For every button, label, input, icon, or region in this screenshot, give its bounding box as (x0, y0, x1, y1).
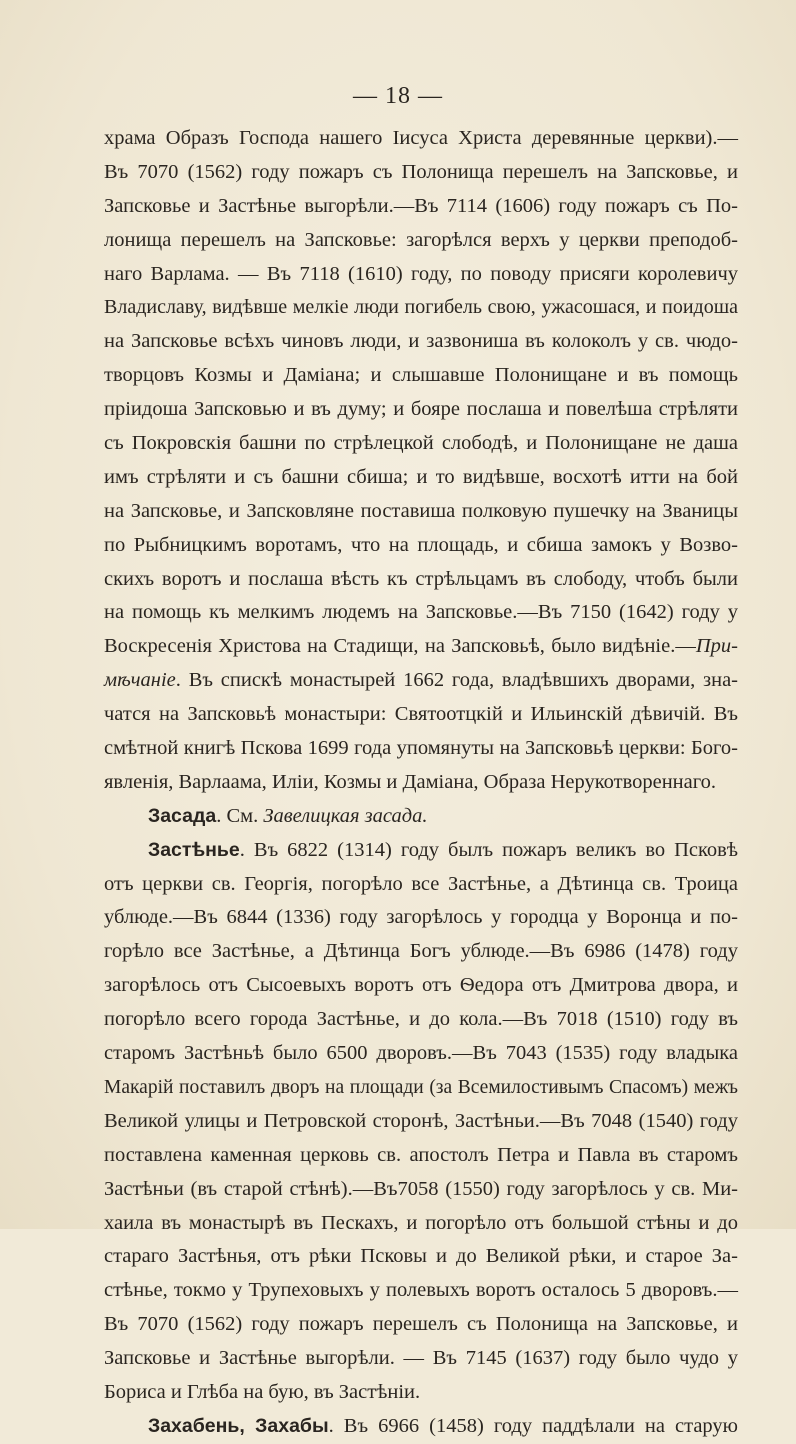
text-line (104, 1240, 738, 1274)
line-text: Макарій поставилъ дворъ на площади (за Всемилостивымъ Спасомъ) межъ (104, 1076, 738, 1098)
text-line (104, 1071, 738, 1105)
text-line (104, 1376, 738, 1410)
text-line (104, 630, 738, 664)
text-line (104, 359, 738, 393)
text-line (104, 1105, 738, 1139)
line-text: хаила въ монастырѣ въ Пескахъ, и погорѣло отъ большой стѣны и до (104, 1211, 738, 1234)
text-block (104, 122, 738, 1444)
page-number: — 18 — (353, 83, 443, 109)
line-text: Бориса и Глѣба на бую, въ Застѣніи. (104, 1380, 421, 1403)
line-text: Застѣньи (въ старой стѣнѣ).—Въ7058 (1550) году загорѣлось у св. Ми- (104, 1177, 738, 1200)
text-line (104, 461, 738, 495)
line-text: съ Покровскія башни по стрѣлецкой слободѣ, и Полонищане не даша (104, 432, 738, 455)
text-line (104, 766, 738, 800)
italic-text: При- (695, 635, 738, 658)
line-text: наго Варлама. — Въ 7118 (1610) году, по поводу присяги королевичу (104, 262, 738, 285)
text-line (104, 935, 738, 969)
line-text: отъ церкви св. Георгія, погорѣло все Застѣнье, а Дѣтинца св. Троица (104, 872, 738, 895)
text-line (104, 1207, 738, 1241)
line-text: ублюде.—Въ 6844 (1336) году загорѣлось у городца у Воронца и по- (104, 906, 738, 929)
line-text: Въ 7070 (1562) году пожаръ перешелъ съ Полонища на Запсковье, и (104, 1313, 738, 1336)
line-text: явленія, Варлаама, Иліи, Козмы и Даміана, Образа Нерукотвореннаго. (104, 770, 717, 793)
text-line (104, 698, 738, 732)
line-text: на помощь къ мелкимъ людемъ на Запсковье.—Въ 7150 (1642) году у (104, 601, 738, 624)
text-line (104, 563, 738, 597)
line-text: лонища перешелъ на Запсковье: загорѣлся верхъ у церкви преподоб- (104, 228, 738, 251)
italic-text: Завелицкая засада. (263, 804, 428, 827)
line-text: поставлена каменная церковь св. апостолъ Петра и Павла въ старомъ (104, 1143, 738, 1166)
text-line (104, 1308, 738, 1342)
line-text: Запсковье и Застѣнье выгорѣли.—Въ 7114 (1606) году пожаръ съ По- (104, 194, 738, 217)
line-text: творцовъ Козмы и Даміана; и слышавше Полонищане и въ помощь (104, 364, 738, 387)
line-text: имъ стрѣляти и съ башни сбиша; и то видѣвше, восхотѣ итти на бой (104, 465, 738, 488)
line-text: храма Образъ Господа нашего Іисуса Христа деревянные церкви).— (104, 127, 738, 149)
line-text: стараго Застѣнья, отъ рѣки Псковы и до Великой рѣки, и старое За- (104, 1245, 738, 1268)
text-line (104, 1139, 738, 1173)
italic-text: мѣчаніе (104, 669, 176, 692)
text-line (104, 1342, 738, 1376)
text-line (104, 1173, 738, 1207)
text-line (104, 393, 738, 427)
line-text: чатся на Запсковьѣ монастыри: Святоотцкій и Ильинскій дѣвичій. Въ (104, 703, 738, 726)
line-text: старомъ Застѣньѣ было 6500 дворовъ.—Въ 7043 (1535) году владыка (104, 1042, 738, 1065)
line-text: Запсковье и Застѣнье выгорѣли. — Въ 7145 (1637) году было чудо у (104, 1347, 738, 1370)
line-text: . Въ 6966 (1458) году паддѣлали на старую (328, 1414, 738, 1437)
text-line (104, 1037, 738, 1071)
text-line (104, 901, 738, 935)
line-text: . Въ 6822 (1314) году былъ пожаръ великъ во Псковѣ (239, 838, 738, 861)
line-text: по Рыбницкимъ воротамъ, что на площадь, и сбиша замокъ у Возво- (104, 533, 738, 556)
text-line (104, 291, 738, 325)
text-line (104, 122, 738, 156)
text-line (104, 156, 738, 190)
text-line (104, 190, 738, 224)
line-text: стѣнье, токмо у Трупеховыхъ у полевыхъ воротъ осталось 5 дворовъ.— (104, 1279, 738, 1302)
line-text: Воскресенія Христова на Стадищи, на Запсковьѣ, было видѣніе.— (104, 635, 696, 658)
text-line (104, 664, 738, 698)
line-text: Владиславу, видѣвше мелкіе люди погибель свою, ужасошася, и поидоша (104, 296, 738, 319)
text-line (104, 834, 738, 868)
text-line (104, 1003, 738, 1037)
line-text: Великой улицы и Петровской сторонѣ, Застѣньи.—Въ 7048 (1540) году (104, 1109, 738, 1132)
line-text: пріидоша Запсковью и въ думу; и бояре послаша и повелѣша стрѣляти (104, 398, 738, 421)
text-line (104, 969, 738, 1003)
entry-term: Засада (148, 804, 217, 827)
line-text: загорѣлось отъ Сысоевыхъ воротъ отъ Ѳедора отъ Дмитрова двора, и (104, 974, 738, 997)
line-text: Въ 7070 (1562) году пожаръ съ Полонища перешелъ на Запсковье, и (104, 160, 738, 183)
text-line (104, 800, 738, 834)
text-line (104, 596, 738, 630)
line-text: смѣтной книгѣ Пскова 1699 года упомянуты на Запсковьѣ церкви: Бого- (104, 737, 738, 760)
text-line (104, 732, 738, 766)
entry-term: Застѣнье (148, 838, 240, 861)
line-text: . См. (216, 804, 264, 827)
line-text: скихъ воротъ и послаша вѣсть къ стрѣльцамъ въ слободу, чтобъ были (104, 567, 738, 590)
text-line (104, 224, 738, 258)
text-line (104, 529, 738, 563)
text-line (104, 1410, 738, 1444)
entry-term: Захабень, Захабы (148, 1414, 329, 1437)
line-text: на Запсковье всѣхъ чиновъ люди, и зазвониша въ колоколъ у св. чюдо- (104, 330, 738, 353)
text-line (104, 258, 738, 292)
text-line (104, 325, 738, 359)
line-text: . Въ спискѣ монастырей 1662 года, владѣвшихъ дворами, зна- (175, 669, 738, 692)
line-text: на Запсковье, и Запсковляне поставиша полковую пушечку на Званицы (104, 499, 738, 522)
text-line (104, 1274, 738, 1308)
line-text: горѣло все Застѣнье, а Дѣтинца Богъ ублюде.—Въ 6986 (1478) году (104, 940, 738, 963)
line-text: погорѣло всего города Застѣнье, и до кола.—Въ 7018 (1510) году въ (104, 1008, 738, 1031)
text-line (104, 495, 738, 529)
text-line (104, 868, 738, 902)
text-line (104, 427, 738, 461)
